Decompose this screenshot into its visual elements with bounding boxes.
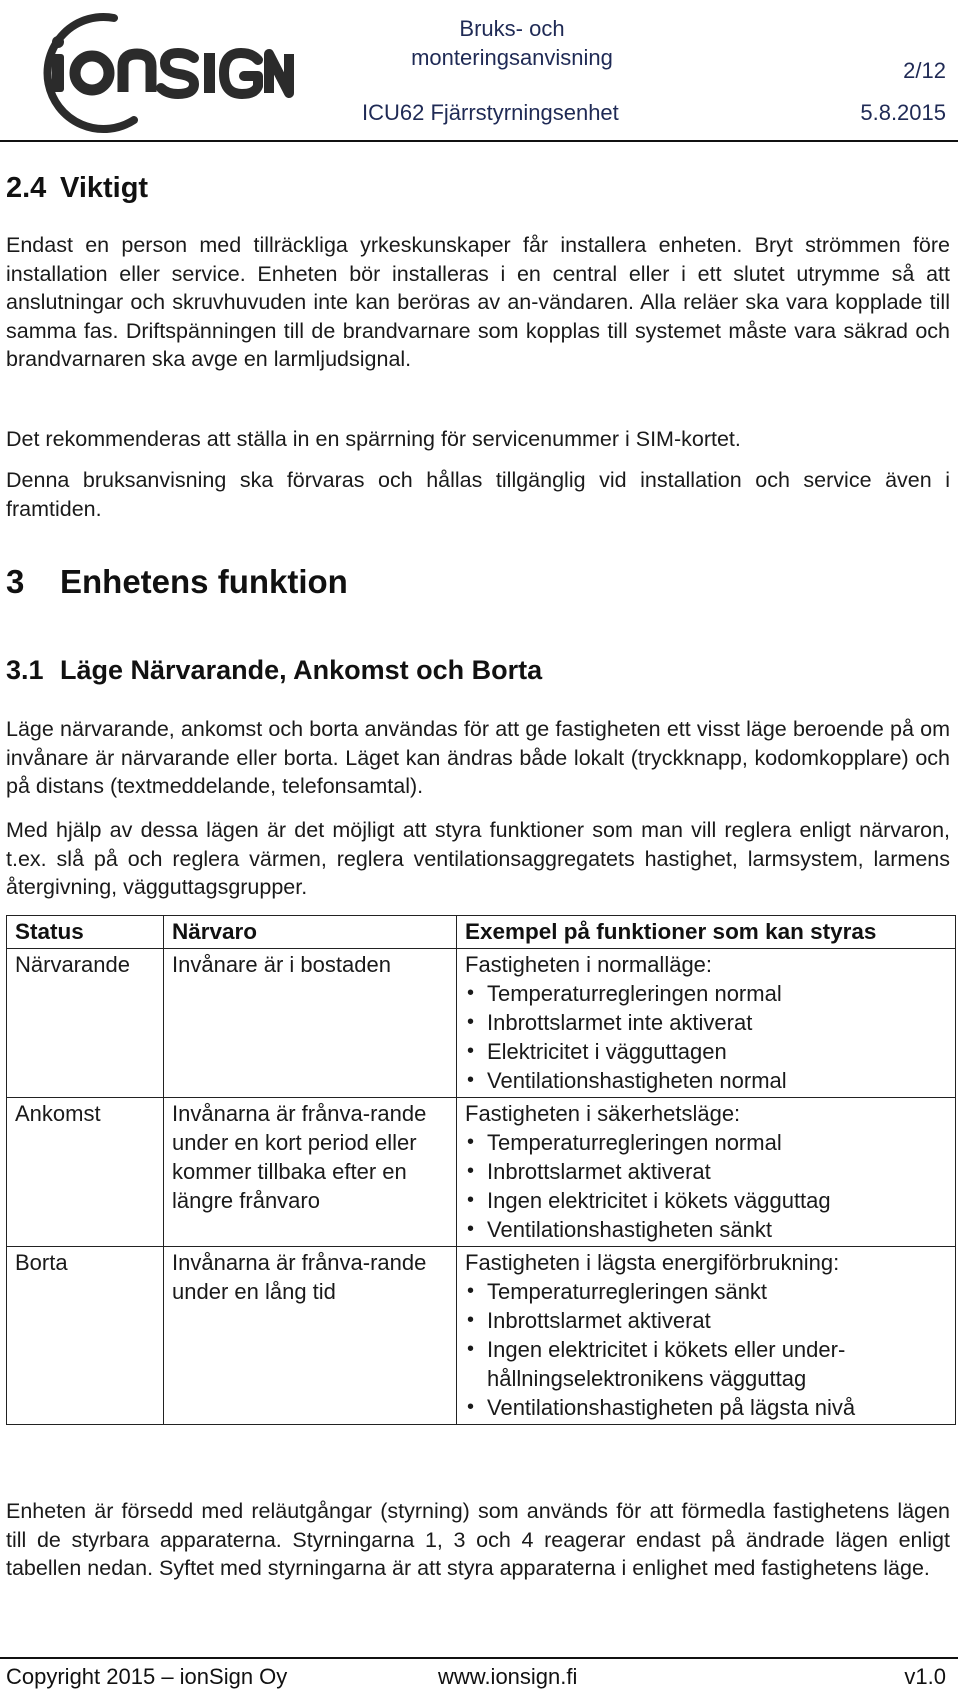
bullet-icon: • — [467, 1396, 475, 1418]
list-item — [467, 1128, 947, 1157]
examples-cell — [457, 1098, 956, 1247]
status-cell: Ankomst — [7, 1098, 164, 1247]
bullet-icon: • — [467, 1040, 475, 1062]
section-number: 3.1 — [6, 655, 44, 685]
list-item — [467, 979, 947, 1008]
paragraph: Denna bruksanvisning ska förvaras och hållas tillgänglig vid installation och service även i framtiden. — [6, 468, 950, 521]
presence-modes-table — [6, 915, 956, 1425]
list-item — [467, 1393, 947, 1422]
paragraph: Med hjälp av dessa lägen är det möjligt att styra funktioner som man vill reglera enligt närvaron, t.ex. slå på och reglera värmen, reglera ventilationsaggregatets hastighet, larmsystem, larmens återgivning, vägguttagsgrupper. — [6, 818, 950, 899]
list-item — [467, 1306, 947, 1335]
list-item-text: Temperaturregleringen normal — [487, 981, 782, 1006]
list-item-text: Ingen elektricitet i kökets eller under-hållningselektronikens vägguttag — [487, 1337, 846, 1391]
table-row — [7, 1247, 956, 1425]
status-cell: Borta — [7, 1247, 164, 1425]
list-item-text: Temperaturregleringen sänkt — [487, 1279, 768, 1304]
paragraph: Det rekommenderas att ställa in en spärrning för servicenummer i SIM-kortet. — [6, 427, 741, 451]
list-item-text: Temperaturregleringen normal — [487, 1130, 782, 1155]
document-date: 5.8.2015 — [860, 100, 946, 125]
section-3-1-heading — [6, 655, 542, 686]
list-item — [467, 1277, 947, 1306]
section-number: 2.4 — [6, 172, 47, 204]
list-item — [467, 1335, 947, 1393]
ionsign-logo — [22, 8, 297, 136]
presence-cell: Invånare är i bostaden — [164, 949, 457, 1098]
list-item-text: Inbrottslarmet aktiverat — [487, 1308, 711, 1333]
section-2-4-heading — [6, 172, 148, 205]
section-3-heading — [6, 563, 348, 601]
list-item-text: Ventilationshastigheten på lägsta nivå — [487, 1395, 856, 1420]
section-title: Läge Närvarande, Ankomst och Borta — [60, 655, 543, 685]
column-header-examples: Exempel på funktioner som kan styras — [457, 916, 956, 949]
product-name: ICU62 Fjärrstyrningsenhet — [362, 100, 619, 125]
footer-version: v1.0 — [904, 1664, 946, 1689]
bullet-icon: • — [467, 1011, 475, 1033]
bullet-icon: • — [467, 1131, 475, 1153]
section-title: Viktigt — [60, 172, 149, 204]
paragraph: Enheten är försedd med reläutgångar (styrning) som används för att förmedla fastighetens lägen till de styrbara apparaterna. Styrningarna 1, 3 och 4 reagerar endast på ändrade lägen enligt tabellen nedan. Syftet med styrningarna är att styra apparaterna i enlighet med fastighetens läge. — [6, 1499, 950, 1580]
presence-cell: Invånarna är frånva-rande under en kort period eller kommer tillbaka efter en längre frånvaro — [164, 1098, 457, 1247]
bullet-icon: • — [467, 982, 475, 1004]
list-item — [467, 1037, 947, 1066]
mode-label: Fastigheten i lägsta energiförbrukning: — [465, 1250, 840, 1275]
bullet-icon: • — [467, 1338, 475, 1360]
function-list — [465, 979, 947, 1095]
function-list — [465, 1277, 947, 1422]
list-item-text: Ventilationshastigheten sänkt — [487, 1217, 772, 1242]
footer-website-link[interactable]: www.ionsign.fi — [438, 1664, 578, 1689]
function-list — [465, 1128, 947, 1244]
bullet-icon: • — [467, 1309, 475, 1331]
paragraph: Endast en person med tillräckliga yrkeskunskaper får installera enheten. Bryt strömmen före installation eller service. Enheten bör installeras i en central eller i ett slutet utrymme så att anslutningar och skruvhuvuden inte kan beröras av an-vändaren. Alla reläer ska vara kopplade till samma fas. Driftspänningen till de brandvarnare som kopplas till systemet måste vara säkrad och brandvarnaren ska avge en larmljudsignal. — [6, 233, 950, 371]
footer-divider — [0, 1657, 958, 1659]
footer-copyright: Copyright 2015 – ionSign Oy — [6, 1664, 288, 1689]
page-number: 2/12 — [903, 58, 946, 83]
presence-cell: Invånarna är frånva-rande under en lång tid — [164, 1247, 457, 1425]
list-item — [467, 1186, 947, 1215]
section-title: Enhetens funktion — [60, 563, 348, 600]
status-cell: Närvarande — [7, 949, 164, 1098]
header-divider — [0, 140, 958, 142]
table-header-row — [7, 916, 956, 949]
bullet-icon: • — [467, 1218, 475, 1240]
section-number: 3 — [6, 563, 25, 600]
list-item — [467, 1157, 947, 1186]
mode-label: Fastigheten i säkerhetsläge: — [465, 1101, 741, 1126]
bullet-icon: • — [467, 1189, 475, 1211]
bullet-icon: • — [467, 1069, 475, 1091]
document-title-line2: monteringsanvisning — [411, 45, 613, 70]
list-item — [467, 1008, 947, 1037]
list-item — [467, 1066, 947, 1095]
list-item-text: Inbrottslarmet aktiverat — [487, 1159, 711, 1184]
table-row — [7, 949, 956, 1098]
mode-label: Fastigheten i normalläge: — [465, 952, 713, 977]
column-header-status: Status — [7, 916, 164, 949]
document-title-line1: Bruks- och — [459, 16, 565, 41]
list-item — [467, 1215, 947, 1244]
examples-cell — [457, 949, 956, 1098]
examples-cell — [457, 1247, 956, 1425]
list-item-text: Elektricitet i vägguttagen — [487, 1039, 727, 1064]
bullet-icon: • — [467, 1160, 475, 1182]
list-item-text: Ventilationshastigheten normal — [487, 1068, 787, 1093]
list-item-text: Inbrottslarmet inte aktiverat — [487, 1010, 753, 1035]
list-item-text: Ingen elektricitet i kökets vägguttag — [487, 1188, 831, 1213]
table-row — [7, 1098, 956, 1247]
document-title — [392, 14, 632, 72]
column-header-presence: Närvaro — [164, 916, 457, 949]
bullet-icon: • — [467, 1280, 475, 1302]
paragraph: Läge närvarande, ankomst och borta användas för att ge fastigheten ett visst läge beroende på om invånare är närvarande eller borta. Läget kan ändras både lokalt (tryckknapp, kodomkopplare) och på distans (textmeddelande, telefonsamtal). — [6, 717, 950, 798]
